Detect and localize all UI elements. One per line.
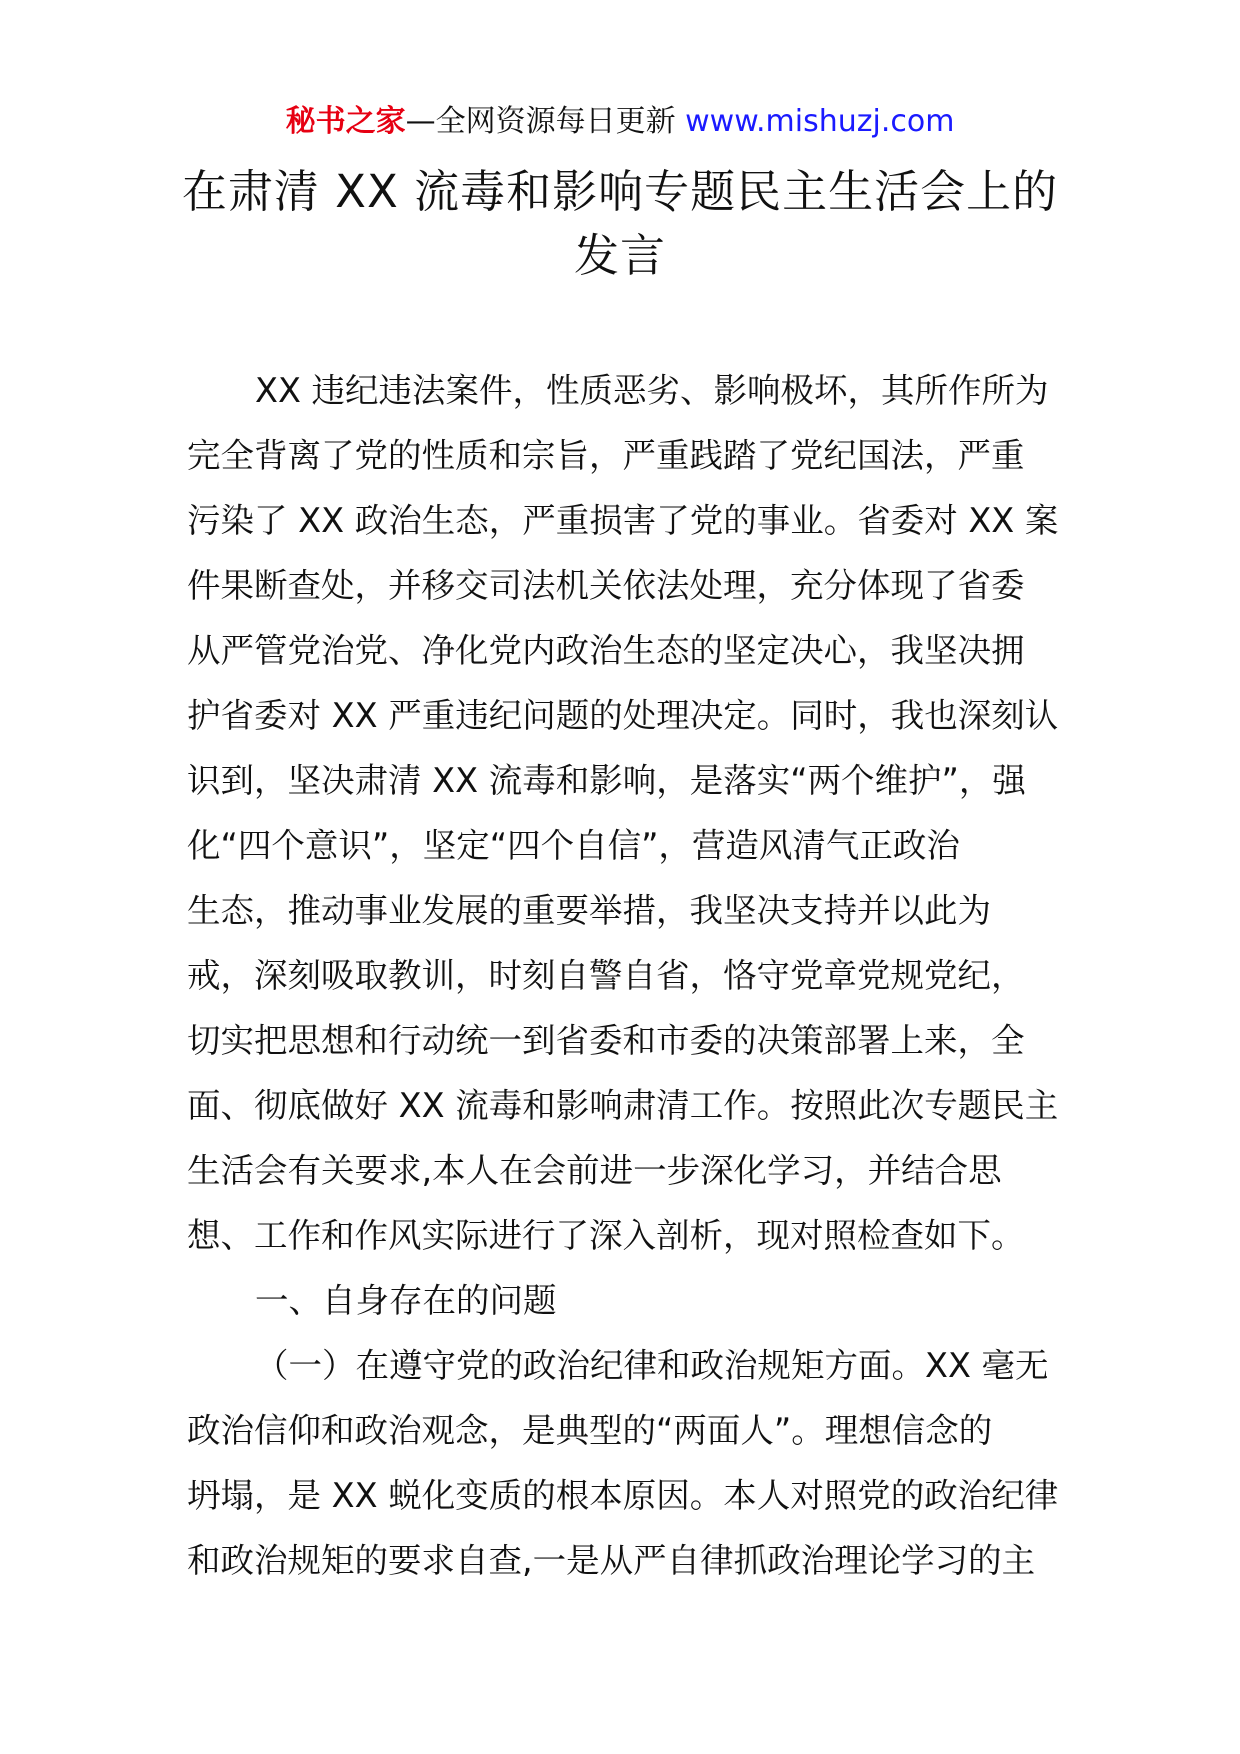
document-body	[187, 358, 1057, 1593]
brand-name: 秘书之家	[285, 104, 406, 139]
body-line: 识到，坚决肃清 XX 流毒和影响，是落实“两个维护”，强	[187, 761, 1026, 800]
body-line: 件果断查处，并移交司法机关依法处理，充分体现了省委	[187, 566, 1025, 605]
body-line: 化“四个意识”，坚定“四个自信”，营造风清气正政治	[187, 826, 960, 865]
body-line: 想、工作和作风实际进行了深入剖析，现对照检查如下。	[187, 1216, 1025, 1255]
body-line: 生活会有关要求,本人在会前进一步深化学习，并结合思	[187, 1151, 1002, 1190]
body-line: 切实把思想和行动统一到省委和市委的决策部署上来，全	[187, 1021, 1025, 1060]
body-line: 完全背离了党的性质和宗旨，严重践踏了党纪国法，严重	[187, 436, 1025, 475]
section-heading: 一、自身存在的问题	[255, 1281, 557, 1320]
body-line: 政治信仰和政治观念，是典型的“两面人”。理想信念的	[187, 1411, 993, 1450]
site-url[interactable]: www.mishuzj.com	[685, 104, 955, 139]
body-line: 坍塌，是 XX 蜕化变质的根本原因。本人对照党的政治纪律	[187, 1476, 1059, 1515]
body-line: 护省委对 XX 严重违纪问题的处理决定。同时，我也深刻认	[187, 696, 1059, 735]
body-line: 和政治规矩的要求自查,一是从严自律抓政治理论学习的主	[187, 1541, 1036, 1580]
body-line: 面、彻底做好 XX 流毒和影响肃清工作。按照此次专题民主	[187, 1086, 1059, 1125]
body-line: 从严管党治党、净化党内政治生态的坚定决心，我坚决拥	[187, 631, 1025, 670]
body-line: XX 违纪违法案件，性质恶劣、影响极坏，其所作所为	[255, 371, 1049, 410]
title-line: 发言	[573, 229, 666, 282]
subsection-heading-line: （一）在遵守党的政治纪律和政治规矩方面。XX 毫无	[255, 1346, 1049, 1385]
body-line: 生态，推动事业发展的重要举措，我坚决支持并以此为	[187, 891, 991, 930]
body-line: 污染了 XX 政治生态，严重损害了党的事业。省委对 XX 案	[187, 501, 1059, 540]
site-banner	[0, 100, 1240, 144]
title-line: 在肃清 XX 流毒和影响专题民主生活会上的	[181, 165, 1059, 218]
body-line: 戒，深刻吸取教训，时刻自警自省，恪守党章党规党纪，	[187, 956, 1025, 995]
document-title	[120, 160, 1120, 288]
banner-tagline: —全网资源每日更新	[405, 104, 676, 139]
